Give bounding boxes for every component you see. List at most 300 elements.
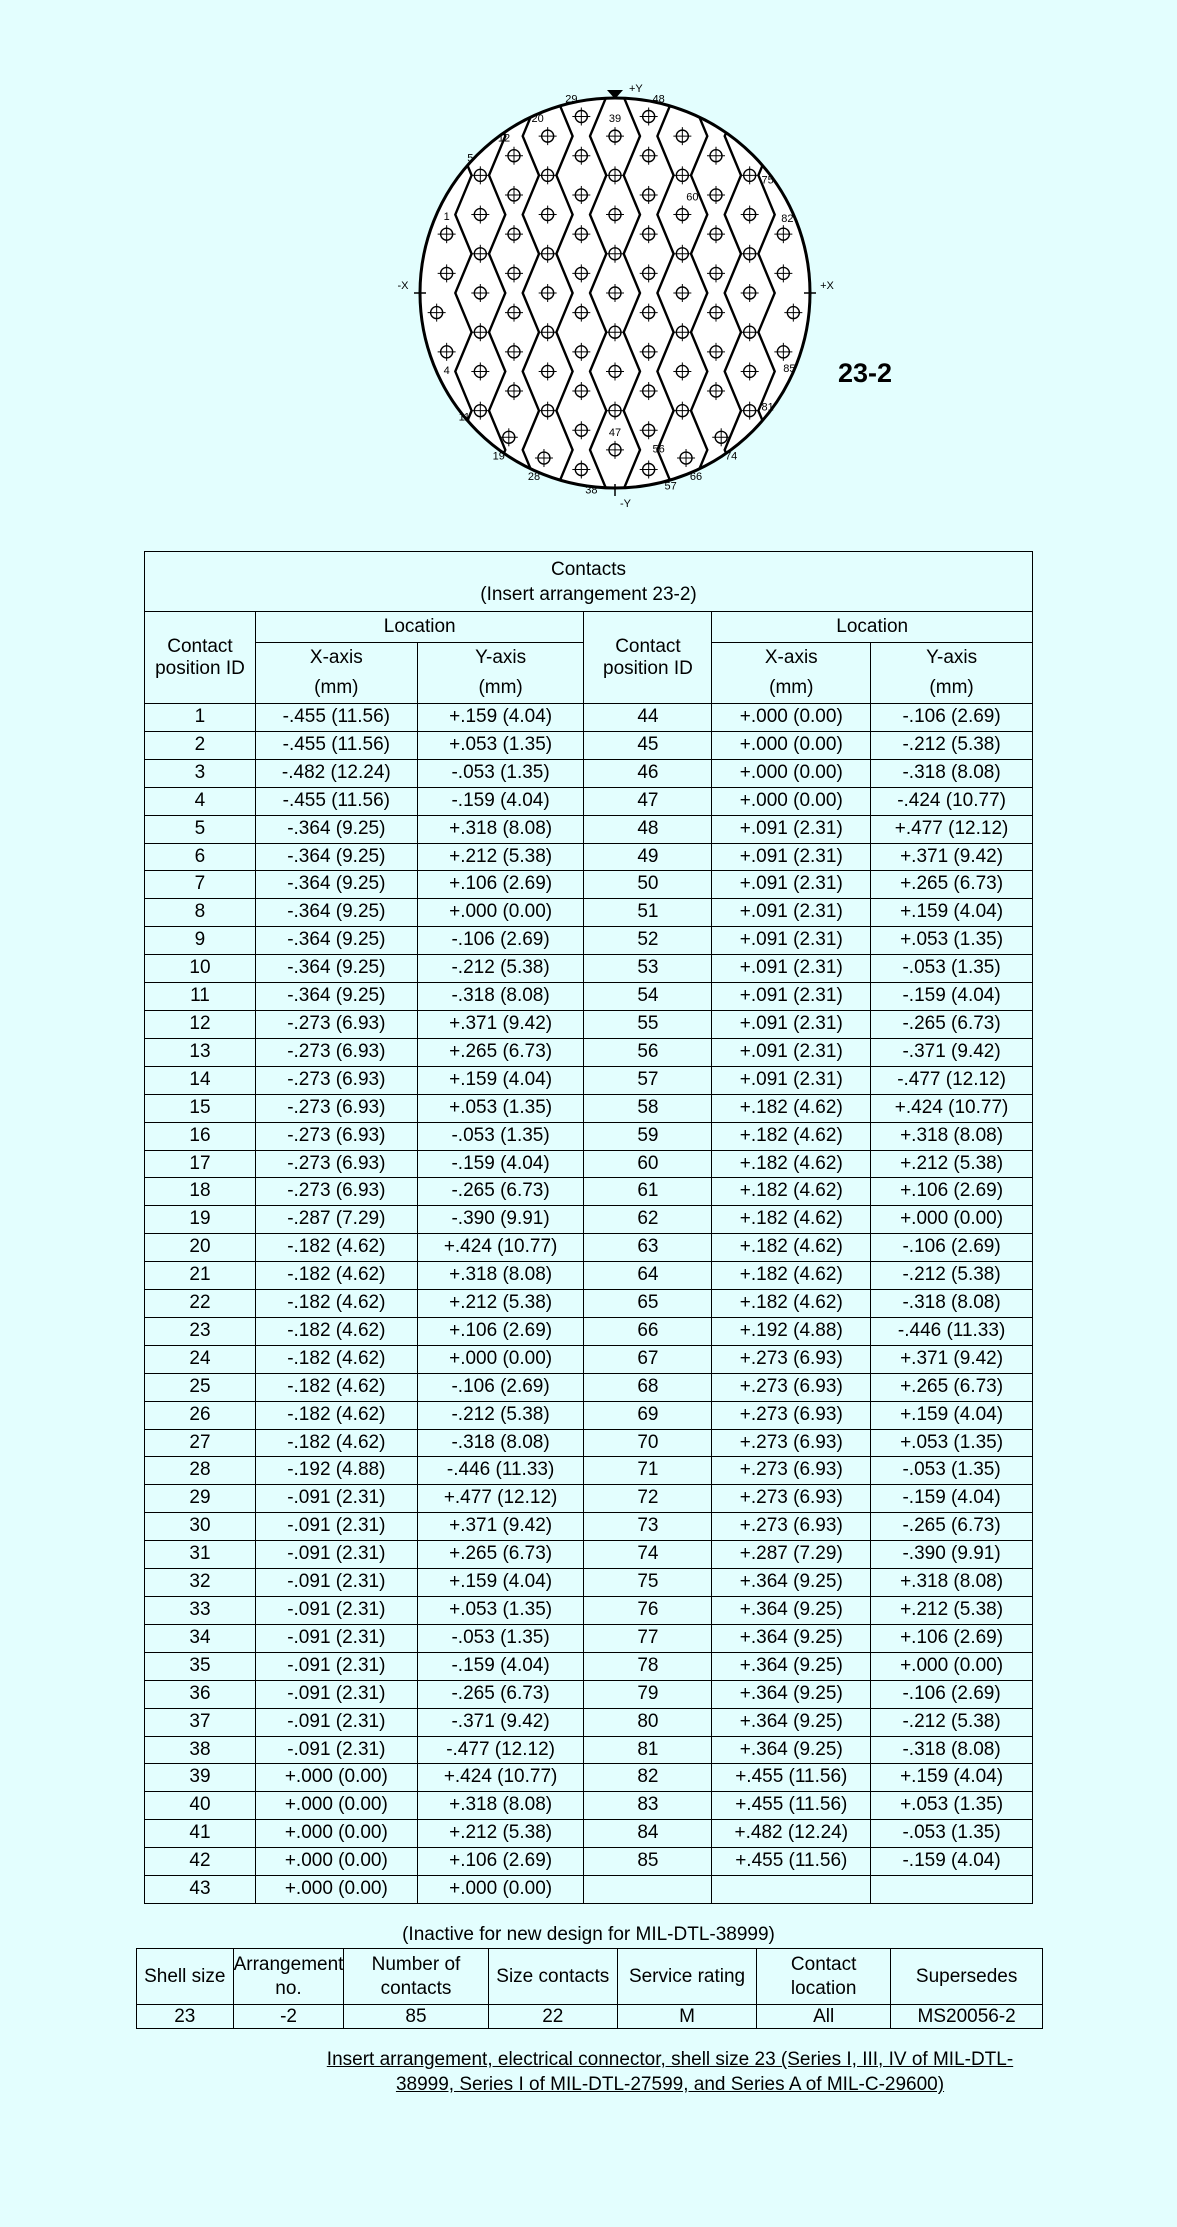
y-axis-value: +.159 (4.04) <box>417 1066 584 1094</box>
table-row <box>145 1066 1033 1094</box>
x-axis-value: -.182 (4.62) <box>255 1345 417 1373</box>
table-row <box>145 704 1033 732</box>
x-axis-value-2: +.273 (6.93) <box>712 1429 871 1457</box>
y-axis-value: +.265 (6.73) <box>417 1541 584 1569</box>
inactive-note: (Inactive for new design for MIL-DTL-38999) <box>402 1924 775 1945</box>
y-unit: (mm) <box>417 673 584 704</box>
y-axis-value: -.265 (6.73) <box>417 1680 584 1708</box>
y-axis-value: -.477 (12.12) <box>417 1736 584 1764</box>
contact-id-2: 76 <box>584 1597 712 1625</box>
contact-id: 2 <box>145 731 256 759</box>
summary-value-cell: 22 <box>488 2005 617 2029</box>
contact-id-2: 70 <box>584 1429 712 1457</box>
contact-id-2: 50 <box>584 871 712 899</box>
x-axis-value: +.000 (0.00) <box>255 1792 417 1820</box>
pos-x-label: +X <box>820 280 834 292</box>
table-row <box>145 1010 1033 1038</box>
contact-id-2: 81 <box>584 1736 712 1764</box>
contact-id-2: 54 <box>584 983 712 1011</box>
x-axis-value: -.364 (9.25) <box>255 871 417 899</box>
title-line-1: Contacts <box>551 558 626 580</box>
y-axis-value-2: -.318 (8.08) <box>871 1290 1033 1318</box>
y-axis-value: -.212 (5.38) <box>417 955 584 983</box>
x-axis-value: -.091 (2.31) <box>255 1485 417 1513</box>
y-axis-value: +.371 (9.42) <box>417 1513 584 1541</box>
contact-id: 1 <box>145 704 256 732</box>
summary-value-cell: MS20056-2 <box>891 2005 1043 2029</box>
y-axis-value-2: -.212 (5.38) <box>871 1262 1033 1290</box>
x-axis-value-2: +.482 (12.24) <box>712 1820 871 1848</box>
table-row <box>145 1652 1033 1680</box>
contact-number-label: 29 <box>565 93 578 106</box>
table-row <box>145 1820 1033 1848</box>
table-row <box>145 955 1033 983</box>
x-axis-value-2: +.182 (4.62) <box>712 1150 871 1178</box>
y-axis-value-2: -.318 (8.08) <box>871 1736 1033 1764</box>
y-axis-value-2: -.318 (8.08) <box>871 759 1033 787</box>
contact-id: 23 <box>145 1317 256 1345</box>
x-axis-value-2: +.091 (2.31) <box>712 815 871 843</box>
x-axis-value-2: +.091 (2.31) <box>712 983 871 1011</box>
y-axis-value-2: +.265 (6.73) <box>871 1373 1033 1401</box>
contact-id-2: 57 <box>584 1066 712 1094</box>
table-row <box>145 1345 1033 1373</box>
contact-id: 32 <box>145 1569 256 1597</box>
contacts-table-title <box>145 552 1033 612</box>
x-axis-value: -.455 (11.56) <box>255 787 417 815</box>
contact-id: 25 <box>145 1373 256 1401</box>
contact-id: 34 <box>145 1624 256 1652</box>
y-axis-value-2: +.159 (4.04) <box>871 899 1033 927</box>
y-axis-value-2 <box>871 1876 1033 1904</box>
y-axis-value: -.159 (4.04) <box>417 787 584 815</box>
x-axis-value: -.364 (9.25) <box>255 843 417 871</box>
y-axis-value: +.371 (9.42) <box>417 1010 584 1038</box>
contact-id: 39 <box>145 1764 256 1792</box>
y-axis-header-2: Y-axis <box>871 643 1033 674</box>
y-axis-value-2: -.106 (2.69) <box>871 1680 1033 1708</box>
x-axis-value: -.182 (4.62) <box>255 1373 417 1401</box>
y-axis-value-2: +.159 (4.04) <box>871 1401 1033 1429</box>
x-axis-value-2: +.273 (6.93) <box>712 1345 871 1373</box>
y-axis-value-2: -.212 (5.38) <box>871 731 1033 759</box>
table-row <box>145 1262 1033 1290</box>
contact-id-2: 67 <box>584 1345 712 1373</box>
table-row <box>145 759 1033 787</box>
table-row <box>145 1094 1033 1122</box>
contact-id-2: 53 <box>584 955 712 983</box>
table-row <box>145 1401 1033 1429</box>
contact-id-2: 45 <box>584 731 712 759</box>
x-axis-value: +.000 (0.00) <box>255 1848 417 1876</box>
y-axis-value: -.390 (9.91) <box>417 1206 584 1234</box>
x-axis-value: -.482 (12.24) <box>255 759 417 787</box>
contact-number-label: 66 <box>689 471 703 484</box>
contact-id-header: Contact position ID <box>145 612 256 704</box>
title-line-2: (Insert arrangement 23-2) <box>480 583 697 605</box>
x-axis-value: +.000 (0.00) <box>255 1820 417 1848</box>
y-axis-value: +.053 (1.35) <box>417 1597 584 1625</box>
table-row <box>145 983 1033 1011</box>
x-axis-value: -.192 (4.88) <box>255 1457 417 1485</box>
x-axis-value: -.091 (2.31) <box>255 1708 417 1736</box>
contact-id: 4 <box>145 787 256 815</box>
x-axis-header: X-axis <box>255 643 417 674</box>
y-axis-value-2: +.371 (9.42) <box>871 843 1033 871</box>
contact-id: 20 <box>145 1234 256 1262</box>
y-axis-value: +.000 (0.00) <box>417 1345 584 1373</box>
contact-id: 18 <box>145 1178 256 1206</box>
x-axis-value-2: +.182 (4.62) <box>712 1234 871 1262</box>
x-axis-value: -.273 (6.93) <box>255 1010 417 1038</box>
y-axis-value: +.318 (8.08) <box>417 815 584 843</box>
y-axis-value-2: -.212 (5.38) <box>871 1708 1033 1736</box>
y-axis-value-2: -.265 (6.73) <box>871 1513 1033 1541</box>
y-axis-value-2: +.212 (5.38) <box>871 1597 1033 1625</box>
table-row <box>145 1122 1033 1150</box>
y-axis-value-2: -.053 (1.35) <box>871 955 1033 983</box>
contact-id: 9 <box>145 927 256 955</box>
y-axis-value-2: +.477 (12.12) <box>871 815 1033 843</box>
contact-id: 37 <box>145 1708 256 1736</box>
y-axis-value-2: -.477 (12.12) <box>871 1066 1033 1094</box>
contact-id-2: 83 <box>584 1792 712 1820</box>
contact-id-2: 55 <box>584 1010 712 1038</box>
y-axis-value: +.159 (4.04) <box>417 704 584 732</box>
y-axis-value: +.318 (8.08) <box>417 1792 584 1820</box>
contact-id: 8 <box>145 899 256 927</box>
y-axis-value-2: -.106 (2.69) <box>871 704 1033 732</box>
x-axis-value-2: +.273 (6.93) <box>712 1513 871 1541</box>
contact-id-2: 62 <box>584 1206 712 1234</box>
summary-header-cell: Arrangement no. <box>233 1949 344 2005</box>
y-axis-value: -.446 (11.33) <box>417 1457 584 1485</box>
caption: Insert arrangement, electrical connector, shell size 23 (Series I, III, IV of MIL-DTL-38999, Series I of MIL-DTL-27599, and Series A of MIL-C-29600) <box>326 2049 1014 2095</box>
x-axis-value: -.091 (2.31) <box>255 1569 417 1597</box>
contact-number-label: 48 <box>652 93 665 106</box>
table-row <box>145 815 1033 843</box>
y-axis-value-2: -.424 (10.77) <box>871 787 1033 815</box>
table-row <box>145 843 1033 871</box>
contact-id: 24 <box>145 1345 256 1373</box>
x-axis-value: -.455 (11.56) <box>255 731 417 759</box>
x-axis-value-2: +.273 (6.93) <box>712 1485 871 1513</box>
x-axis-header-2: X-axis <box>712 643 871 674</box>
location-header-2: Location <box>712 612 1033 643</box>
x-axis-value: -.182 (4.62) <box>255 1401 417 1429</box>
contact-id-2: 84 <box>584 1820 712 1848</box>
y-axis-value: +.212 (5.38) <box>417 1820 584 1848</box>
x-axis-value-2: +.000 (0.00) <box>712 704 871 732</box>
x-axis-value-2: +.182 (4.62) <box>712 1206 871 1234</box>
contact-id-2: 85 <box>584 1848 712 1876</box>
contact-id-2: 47 <box>584 787 712 815</box>
arrangement-label: 23-2 <box>838 358 893 388</box>
summary-header-cell: Number of contacts <box>344 1949 488 2005</box>
contact-id: 38 <box>145 1736 256 1764</box>
contact-id-2: 77 <box>584 1624 712 1652</box>
contact-number-label: 56 <box>652 443 665 456</box>
y-axis-value: +.106 (2.69) <box>417 871 584 899</box>
x-axis-value-2: +.091 (2.31) <box>712 955 871 983</box>
x-axis-value-2: +.000 (0.00) <box>712 787 871 815</box>
y-axis-value: +.477 (12.12) <box>417 1485 584 1513</box>
contact-id: 40 <box>145 1792 256 1820</box>
contact-id: 19 <box>145 1206 256 1234</box>
x-axis-value: -.287 (7.29) <box>255 1206 417 1234</box>
y-axis-value-2: +.053 (1.35) <box>871 927 1033 955</box>
x-unit-2: (mm) <box>712 673 871 704</box>
summary-header-cell: Contact location <box>757 1949 891 2005</box>
contact-number-label: 19 <box>492 450 505 463</box>
x-axis-value-2: +.364 (9.25) <box>712 1708 871 1736</box>
x-axis-value: -.091 (2.31) <box>255 1597 417 1625</box>
x-axis-value: -.455 (11.56) <box>255 704 417 732</box>
contact-number-label: 82 <box>781 213 794 226</box>
x-axis-value-2: +.182 (4.62) <box>712 1178 871 1206</box>
x-axis-value: -.182 (4.62) <box>255 1262 417 1290</box>
contact-number-label: 81 <box>761 401 774 414</box>
y-axis-value: -.318 (8.08) <box>417 1429 584 1457</box>
contact-id: 12 <box>145 1010 256 1038</box>
x-axis-value: +.000 (0.00) <box>255 1876 417 1904</box>
y-axis-value-2: +.424 (10.77) <box>871 1094 1033 1122</box>
x-axis-value-2: +.091 (2.31) <box>712 899 871 927</box>
contact-id: 14 <box>145 1066 256 1094</box>
y-axis-header: Y-axis <box>417 643 584 674</box>
contact-number-label: 28 <box>527 471 541 484</box>
y-axis-value: +.424 (10.77) <box>417 1234 584 1262</box>
contact-id: 43 <box>145 1876 256 1904</box>
contact-id-2: 65 <box>584 1290 712 1318</box>
contact-id: 15 <box>145 1094 256 1122</box>
y-axis-value: +.000 (0.00) <box>417 1876 584 1904</box>
summary-value-cell: All <box>757 2005 891 2029</box>
y-axis-value-2: -.159 (4.04) <box>871 1848 1033 1876</box>
x-axis-value: -.091 (2.31) <box>255 1736 417 1764</box>
contact-id-2: 63 <box>584 1234 712 1262</box>
y-axis-value: -.053 (1.35) <box>417 759 584 787</box>
neg-x-label: -X <box>397 280 409 292</box>
y-axis-value: +.424 (10.77) <box>417 1764 584 1792</box>
contact-id: 6 <box>145 843 256 871</box>
x-axis-value-2: +.000 (0.00) <box>712 731 871 759</box>
summary-header-cell: Shell size <box>137 1949 234 2005</box>
contact-id-2: 61 <box>584 1178 712 1206</box>
table-row <box>145 1178 1033 1206</box>
contact-id-2: 74 <box>584 1541 712 1569</box>
x-axis-value: -.091 (2.31) <box>255 1680 417 1708</box>
x-axis-value: -.182 (4.62) <box>255 1317 417 1345</box>
x-axis-value-2: +.091 (2.31) <box>712 843 871 871</box>
x-axis-value: -.273 (6.93) <box>255 1122 417 1150</box>
contact-id-2: 68 <box>584 1373 712 1401</box>
summary-value-row <box>137 2005 1043 2029</box>
y-axis-value-2: -.446 (11.33) <box>871 1317 1033 1345</box>
y-axis-value: -.265 (6.73) <box>417 1178 584 1206</box>
contact-id-2: 48 <box>584 815 712 843</box>
x-axis-value-2: +.182 (4.62) <box>712 1122 871 1150</box>
table-row <box>145 1513 1033 1541</box>
y-axis-value-2: +.053 (1.35) <box>871 1792 1033 1820</box>
location-header: Location <box>255 612 584 643</box>
x-axis-value-2: +.091 (2.31) <box>712 871 871 899</box>
x-axis-value-2: +.182 (4.62) <box>712 1262 871 1290</box>
x-axis-value-2: +.091 (2.31) <box>712 1066 871 1094</box>
table-row <box>145 1876 1033 1904</box>
table-row <box>145 1792 1033 1820</box>
contact-number-label: 38 <box>585 484 598 497</box>
table-row <box>145 1290 1033 1318</box>
contact-number-label: 39 <box>608 113 622 126</box>
contact-id: 31 <box>145 1541 256 1569</box>
table-row <box>145 1764 1033 1792</box>
contact-id-2: 66 <box>584 1317 712 1345</box>
y-axis-value: +.212 (5.38) <box>417 1290 584 1318</box>
x-axis-value-2: +.273 (6.93) <box>712 1457 871 1485</box>
x-axis-value-2: +.192 (4.88) <box>712 1317 871 1345</box>
contact-id-2: 75 <box>584 1569 712 1597</box>
x-axis-value: -.182 (4.62) <box>255 1290 417 1318</box>
contact-id-2: 58 <box>584 1094 712 1122</box>
y-axis-value: -.159 (4.04) <box>417 1652 584 1680</box>
contact-id-2: 69 <box>584 1401 712 1429</box>
contact-id-2 <box>584 1876 712 1904</box>
y-axis-value-2: -.106 (2.69) <box>871 1234 1033 1262</box>
table-row <box>145 1038 1033 1066</box>
table-row <box>145 1234 1033 1262</box>
y-unit-2: (mm) <box>871 673 1033 704</box>
y-axis-value: +.106 (2.69) <box>417 1317 584 1345</box>
x-axis-value: -.364 (9.25) <box>255 983 417 1011</box>
contact-id: 35 <box>145 1652 256 1680</box>
contact-id: 42 <box>145 1848 256 1876</box>
x-axis-value-2: +.091 (2.31) <box>712 927 871 955</box>
y-axis-value-2: +.318 (8.08) <box>871 1122 1033 1150</box>
y-axis-value-2: -.265 (6.73) <box>871 1010 1033 1038</box>
y-axis-value: +.318 (8.08) <box>417 1262 584 1290</box>
contact-number-label: 5 <box>467 152 474 165</box>
contact-number-label: 85 <box>783 362 796 375</box>
x-axis-value: -.091 (2.31) <box>255 1624 417 1652</box>
contact-id-2: 79 <box>584 1680 712 1708</box>
table-row <box>145 1373 1033 1401</box>
summary-header-cell: Service rating <box>618 1949 757 2005</box>
x-axis-value-2: +.455 (11.56) <box>712 1764 871 1792</box>
x-unit: (mm) <box>255 673 417 704</box>
x-axis-value: -.273 (6.93) <box>255 1066 417 1094</box>
x-axis-value: -.364 (9.25) <box>255 927 417 955</box>
contact-id-2: 80 <box>584 1708 712 1736</box>
x-axis-value: -.182 (4.62) <box>255 1234 417 1262</box>
contact-id-2: 60 <box>584 1150 712 1178</box>
contact-id: 21 <box>145 1262 256 1290</box>
contact-id-2: 64 <box>584 1262 712 1290</box>
table-row <box>145 1429 1033 1457</box>
table-row <box>145 1150 1033 1178</box>
contact-id: 30 <box>145 1513 256 1541</box>
contact-id-2: 44 <box>584 704 712 732</box>
x-axis-value: -.364 (9.25) <box>255 899 417 927</box>
contact-id-2: 78 <box>584 1652 712 1680</box>
contact-id: 16 <box>145 1122 256 1150</box>
y-axis-value: -.106 (2.69) <box>417 1373 584 1401</box>
table-row <box>145 1541 1033 1569</box>
y-axis-value-2: +.318 (8.08) <box>871 1569 1033 1597</box>
y-axis-value-2: +.053 (1.35) <box>871 1429 1033 1457</box>
y-axis-value: +.212 (5.38) <box>417 843 584 871</box>
y-axis-value-2: +.265 (6.73) <box>871 871 1033 899</box>
x-axis-value-2 <box>712 1876 871 1904</box>
summary-value-cell: 85 <box>344 2005 488 2029</box>
summary-value-cell: M <box>618 2005 757 2029</box>
summary-value-cell: -2 <box>233 2005 344 2029</box>
contact-id: 7 <box>145 871 256 899</box>
table-row <box>145 1708 1033 1736</box>
table-row <box>145 731 1033 759</box>
summary-header-cell: Supersedes <box>891 1949 1043 2005</box>
contact-id: 33 <box>145 1597 256 1625</box>
table-row <box>145 1624 1033 1652</box>
x-axis-value-2: +.364 (9.25) <box>712 1680 871 1708</box>
summary-value-cell: 23 <box>137 2005 234 2029</box>
pos-y-label: +Y <box>629 83 643 95</box>
contact-id-2: 72 <box>584 1485 712 1513</box>
y-axis-value-2: +.159 (4.04) <box>871 1764 1033 1792</box>
x-axis-value: +.000 (0.00) <box>255 1764 417 1792</box>
y-axis-value-2: +.106 (2.69) <box>871 1624 1033 1652</box>
contact-id-2: 51 <box>584 899 712 927</box>
y-axis-value: -.053 (1.35) <box>417 1122 584 1150</box>
summary-table <box>136 1948 1043 2029</box>
x-axis-value-2: +.182 (4.62) <box>712 1094 871 1122</box>
y-axis-value-2: -.159 (4.04) <box>871 1485 1033 1513</box>
y-axis-value: +.053 (1.35) <box>417 731 584 759</box>
table-row <box>145 1569 1033 1597</box>
x-axis-value-2: +.000 (0.00) <box>712 759 871 787</box>
y-axis-value-2: +.000 (0.00) <box>871 1206 1033 1234</box>
y-axis-value: -.212 (5.38) <box>417 1401 584 1429</box>
x-axis-value: -.091 (2.31) <box>255 1513 417 1541</box>
summary-header-row <box>137 1949 1043 2005</box>
x-axis-value: -.091 (2.31) <box>255 1652 417 1680</box>
y-axis-value-2: -.053 (1.35) <box>871 1457 1033 1485</box>
x-axis-value-2: +.273 (6.93) <box>712 1401 871 1429</box>
contact-number-label: 20 <box>531 113 544 126</box>
neg-y-label: -Y <box>620 498 631 510</box>
table-row <box>145 1317 1033 1345</box>
x-axis-value: -.182 (4.62) <box>255 1429 417 1457</box>
contact-id-header-2: Contact position ID <box>584 612 712 704</box>
contact-number-label: 12 <box>497 132 511 145</box>
x-axis-value: -.273 (6.93) <box>255 1150 417 1178</box>
contact-id: 36 <box>145 1680 256 1708</box>
y-axis-value: -.318 (8.08) <box>417 983 584 1011</box>
y-axis-value-2: -.053 (1.35) <box>871 1820 1033 1848</box>
table-row <box>145 1680 1033 1708</box>
contact-id: 17 <box>145 1150 256 1178</box>
x-axis-value-2: +.364 (9.25) <box>712 1652 871 1680</box>
contact-id-2: 52 <box>584 927 712 955</box>
x-axis-value: -.364 (9.25) <box>255 815 417 843</box>
y-axis-value: +.265 (6.73) <box>417 1038 584 1066</box>
insert-arrangement-diagram <box>395 78 835 518</box>
y-axis-value-2: +.212 (5.38) <box>871 1150 1033 1178</box>
x-axis-value-2: +.364 (9.25) <box>712 1624 871 1652</box>
table-row <box>145 787 1033 815</box>
x-axis-value: -.273 (6.93) <box>255 1178 417 1206</box>
table-row <box>145 899 1033 927</box>
